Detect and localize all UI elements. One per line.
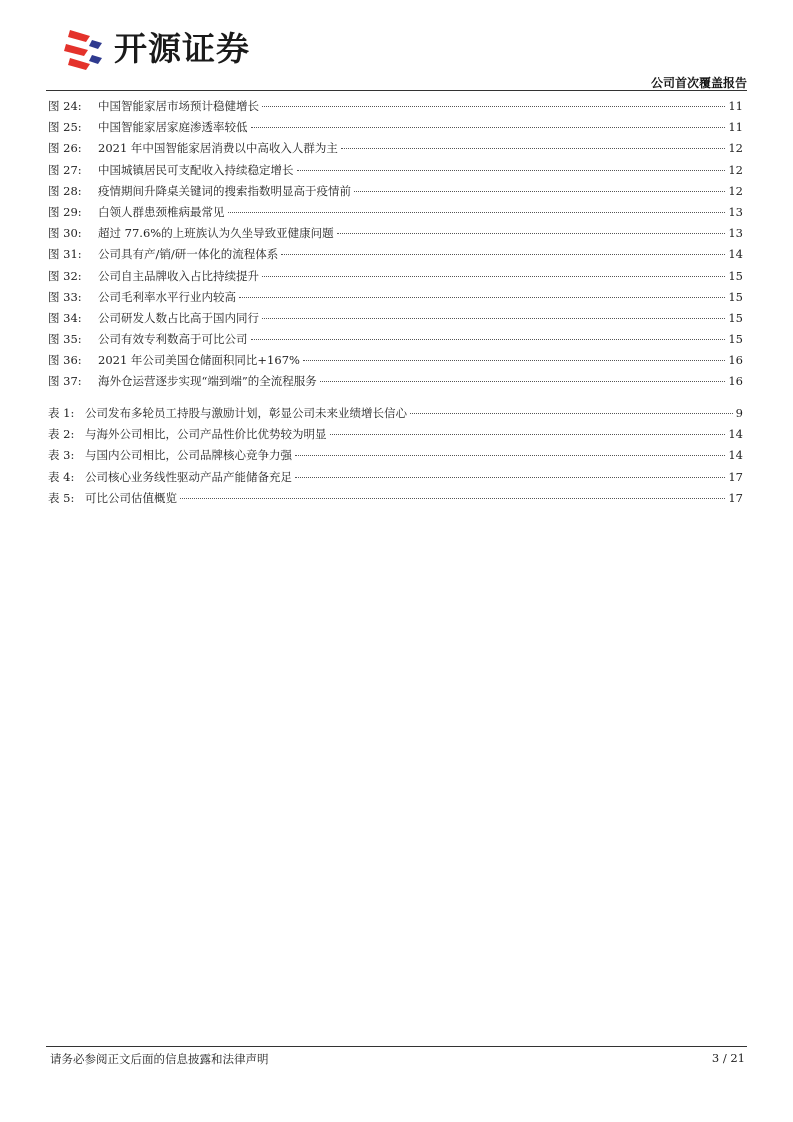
- leader-dots: [228, 212, 726, 213]
- entry-label: 图 26:: [48, 141, 82, 156]
- entry-title: 疫情期间升降桌关键词的搜索指数明显高于疫情前: [98, 183, 351, 198]
- leader-dots: [251, 339, 726, 340]
- entry-title: 公司核心业务线性驱动产品产能储备充足: [85, 469, 292, 484]
- entry-title: 可比公司估值概览: [85, 490, 177, 505]
- leader-dots: [341, 148, 725, 149]
- table-index-entry[interactable]: [48, 469, 743, 490]
- entry-page-number: 15: [728, 268, 743, 283]
- leader-dots: [320, 381, 726, 382]
- figure-index-list: [48, 98, 743, 395]
- leader-dots: [337, 233, 726, 234]
- entry-page-number: 14: [728, 247, 743, 262]
- footer-disclaimer: 请务必参阅正文后面的信息披露和法律声明: [50, 1052, 269, 1066]
- entry-title: 公司发布多轮员工持股与激励计划，彰显公司未来业绩增长信心: [85, 406, 407, 420]
- figure-index-entry[interactable]: [48, 183, 743, 204]
- figure-index-entry[interactable]: [48, 204, 743, 225]
- entry-title: 公司具有产/销/研一体化的流程体系: [98, 247, 279, 262]
- figure-index-entry[interactable]: [48, 352, 743, 373]
- entry-title: 2021 年中国智能家居消费以中高收入人群为主: [98, 141, 338, 156]
- leader-dots: [262, 106, 725, 107]
- leader-dots: [180, 498, 725, 499]
- entry-label: 表 5:: [48, 490, 75, 505]
- entry-page-number: 16: [728, 353, 743, 368]
- table-index-entry[interactable]: [48, 447, 743, 468]
- leader-dots: [354, 191, 725, 192]
- entry-page-number: 11: [728, 120, 743, 135]
- figure-index-entry[interactable]: [48, 162, 743, 183]
- leader-dots: [262, 276, 725, 277]
- table-index-entry[interactable]: [48, 426, 743, 447]
- header-divider: [46, 90, 747, 91]
- report-type-label: 公司首次覆盖报告: [650, 76, 747, 90]
- entry-label: 图 27:: [48, 162, 82, 177]
- entry-page-number: 15: [728, 289, 743, 304]
- entry-label: 图 33:: [48, 289, 82, 304]
- figure-index-entry[interactable]: [48, 119, 743, 140]
- entry-title: 2021 年公司美国仓储面积同比+167%: [98, 353, 300, 368]
- entry-page-number: 13: [728, 226, 743, 241]
- entry-label: 表 1:: [48, 406, 75, 420]
- entry-page-number: 17: [728, 490, 743, 505]
- entry-title: 中国智能家居家庭渗透率较低: [98, 120, 248, 135]
- figure-index-entry[interactable]: [48, 310, 743, 331]
- entry-label: 图 31:: [48, 247, 82, 262]
- entry-page-number: 12: [728, 162, 743, 177]
- entry-label: 图 28:: [48, 183, 82, 198]
- figure-index-entry[interactable]: [48, 373, 743, 394]
- entry-title: 与国内公司相比，公司品牌核心竞争力强: [85, 448, 292, 463]
- brand-mark-icon: [62, 26, 106, 72]
- leader-dots: [297, 170, 726, 171]
- entry-title: 白领人群患颈椎病最常见: [98, 204, 225, 219]
- entry-title: 公司研发人数占比高于国内同行: [98, 310, 259, 325]
- table-index-list: [48, 405, 743, 511]
- leader-dots: [330, 434, 726, 435]
- leader-dots: [295, 477, 725, 478]
- entry-page-number: 17: [728, 469, 743, 484]
- entry-page-number: 16: [728, 374, 743, 389]
- entry-title: 中国城镇居民可支配收入持续稳定增长: [98, 162, 294, 177]
- entry-title: 公司自主品牌收入占比持续提升: [98, 268, 259, 283]
- table-index-entry[interactable]: [48, 405, 743, 426]
- entry-page-number: 13: [728, 204, 743, 219]
- entry-title: 公司有效专利数高于可比公司: [98, 332, 248, 347]
- entry-label: 图 36:: [48, 353, 82, 368]
- figure-index-entry[interactable]: [48, 225, 743, 246]
- entry-label: 图 37:: [48, 374, 82, 389]
- entry-page-number: 12: [728, 141, 743, 156]
- entry-page-number: 14: [728, 427, 743, 442]
- table-index-entry[interactable]: [48, 490, 743, 511]
- entry-title: 与海外公司相比，公司产品性价比优势较为明显: [85, 427, 327, 442]
- entry-label: 表 3:: [48, 448, 75, 463]
- figure-index-entry[interactable]: [48, 289, 743, 310]
- entry-page-number: 14: [728, 448, 743, 463]
- brand-name: 开源证券: [114, 29, 250, 68]
- figure-index-entry[interactable]: [48, 140, 743, 161]
- leader-dots: [262, 318, 725, 319]
- figure-index-entry[interactable]: [48, 246, 743, 267]
- entry-label: 图 32:: [48, 268, 82, 283]
- figure-index-entry[interactable]: [48, 331, 743, 352]
- figure-index-entry[interactable]: [48, 98, 743, 119]
- leader-dots: [410, 413, 733, 414]
- leader-dots: [295, 455, 725, 456]
- leader-dots: [303, 360, 725, 361]
- entry-title: 超过 77.6%的上班族认为久坐导致亚健康问题: [98, 226, 334, 241]
- entry-label: 图 25:: [48, 120, 82, 135]
- entry-title: 海外仓运营逐步实现“端到端”的全流程服务: [98, 374, 317, 389]
- entry-page-number: 15: [728, 310, 743, 325]
- entry-page-number: 11: [728, 99, 743, 113]
- brand-logo: [62, 26, 250, 72]
- entry-label: 图 34:: [48, 310, 82, 325]
- entry-label: 图 35:: [48, 332, 82, 347]
- entry-page-number: 15: [728, 332, 743, 347]
- entry-label: 表 2:: [48, 427, 75, 442]
- entry-label: 图 30:: [48, 226, 82, 241]
- leader-dots: [281, 254, 725, 255]
- figure-index-entry[interactable]: [48, 268, 743, 289]
- entry-label: 图 24:: [48, 99, 82, 113]
- entry-label: 图 29:: [48, 204, 82, 219]
- entry-title: 公司毛利率水平行业内较高: [98, 289, 236, 304]
- leader-dots: [251, 127, 726, 128]
- leader-dots: [239, 297, 725, 298]
- entry-page-number: 12: [728, 183, 743, 198]
- page-indicator: 3 / 21: [711, 1051, 745, 1065]
- entry-page-number: 9: [735, 406, 743, 420]
- entry-label: 表 4:: [48, 469, 75, 484]
- entry-title: 中国智能家居市场预计稳健增长: [98, 99, 259, 113]
- footer-divider: [46, 1046, 747, 1047]
